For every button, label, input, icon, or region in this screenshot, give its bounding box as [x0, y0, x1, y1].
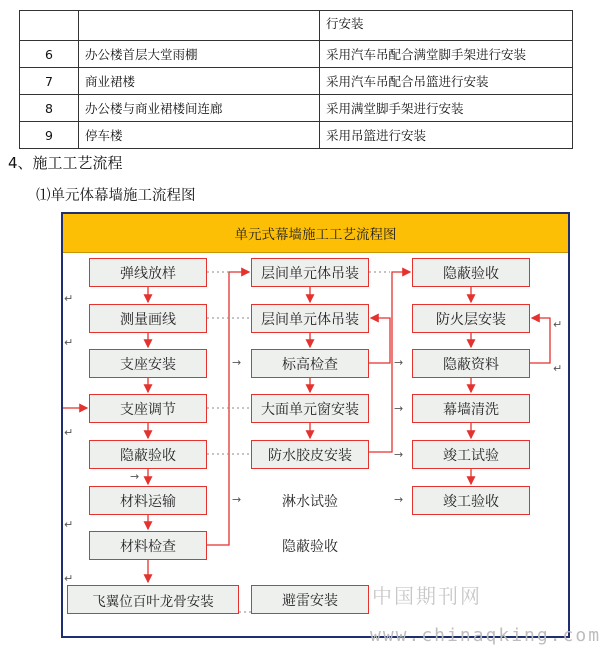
row-number: 6	[20, 41, 79, 68]
row-number: 9	[20, 122, 79, 149]
arrow-mark: →	[394, 493, 404, 506]
step-bracket-install: 支座安装	[89, 349, 207, 378]
arrow-mark: →	[394, 402, 404, 415]
step-material-transport: 材料运输	[89, 486, 207, 515]
step-completion-test: 竣工试验	[412, 440, 530, 469]
step-fireproof-install: 防火层安装	[412, 304, 530, 333]
step-louver-keel-install: 飞翼位百叶龙骨安装	[67, 585, 239, 614]
table-row	[20, 11, 573, 41]
arrow-mark: →	[130, 470, 140, 483]
row-name: 停车楼	[79, 122, 320, 149]
paragraph-mark: ↵	[64, 572, 74, 585]
table-row	[20, 95, 573, 122]
row-method: 采用满堂脚手架进行安装	[320, 95, 573, 122]
arrow-mark: →	[232, 356, 242, 369]
arrow-mark: →	[394, 356, 404, 369]
step-concealed-acceptance: 隐蔽验收	[282, 538, 338, 555]
subsection-heading: ⑴单元体幕墙施工流程图	[36, 188, 196, 204]
table-cell: 行安装	[320, 11, 573, 41]
table-row	[20, 41, 573, 68]
step-water-test: 淋水试验	[282, 493, 338, 510]
arrow-mark: →	[232, 493, 242, 506]
section-heading: 4、施工工艺流程	[8, 154, 123, 172]
step-concealed-check: 隐蔽验收	[412, 258, 530, 287]
step-concealed-inspection: 隐蔽验收	[89, 440, 207, 469]
step-completion-acceptance: 竣工验收	[412, 486, 530, 515]
step-unit-window-install: 大面单元窗安装	[251, 394, 369, 423]
step-snap-line: 弹线放样	[89, 258, 207, 287]
row-method: 采用汽车吊配合吊篮进行安装	[320, 68, 573, 95]
step-curtain-cleaning: 幕墙清洗	[412, 394, 530, 423]
paragraph-mark: ↵	[553, 318, 563, 331]
paragraph-mark: ↵	[64, 426, 74, 439]
step-waterproof-install: 防水胶皮安装	[251, 440, 369, 469]
step-unit-hoisting-2: 层间单元体吊装	[251, 304, 369, 333]
step-concealed-documents: 隐蔽资料	[412, 349, 530, 378]
step-elevation-check: 标高检查	[251, 349, 369, 378]
row-name: 办公楼首层大堂雨棚	[79, 41, 320, 68]
row-number: 8	[20, 95, 79, 122]
step-unit-hoisting-1: 层间单元体吊装	[251, 258, 369, 287]
step-lightning-install: 避雷安装	[251, 585, 369, 614]
step-material-check: 材料检查	[89, 531, 207, 560]
row-number: 7	[20, 68, 79, 95]
arrow-mark: →	[394, 448, 404, 461]
watermark-url: www.chinaqking.com	[370, 625, 601, 646]
watermark-text: 中国期刊网	[372, 584, 482, 608]
paragraph-mark: ↵	[553, 362, 563, 375]
flowchart-title: 单元式幕墙施工工艺流程图	[63, 214, 568, 253]
paragraph-mark: ↵	[64, 292, 74, 305]
table-row	[20, 68, 573, 95]
paragraph-mark: ↵	[64, 518, 74, 531]
row-method: 采用汽车吊配合满堂脚手架进行安装	[320, 41, 573, 68]
step-measure-line: 测量画线	[89, 304, 207, 333]
row-method: 采用吊篮进行安装	[320, 122, 573, 149]
construction-table	[19, 10, 573, 149]
row-name: 商业裙楼	[79, 68, 320, 95]
table-row	[20, 122, 573, 149]
row-name: 办公楼与商业裙楼间连廊	[79, 95, 320, 122]
step-bracket-adjust: 支座调节	[89, 394, 207, 423]
paragraph-mark: ↵	[64, 336, 74, 349]
